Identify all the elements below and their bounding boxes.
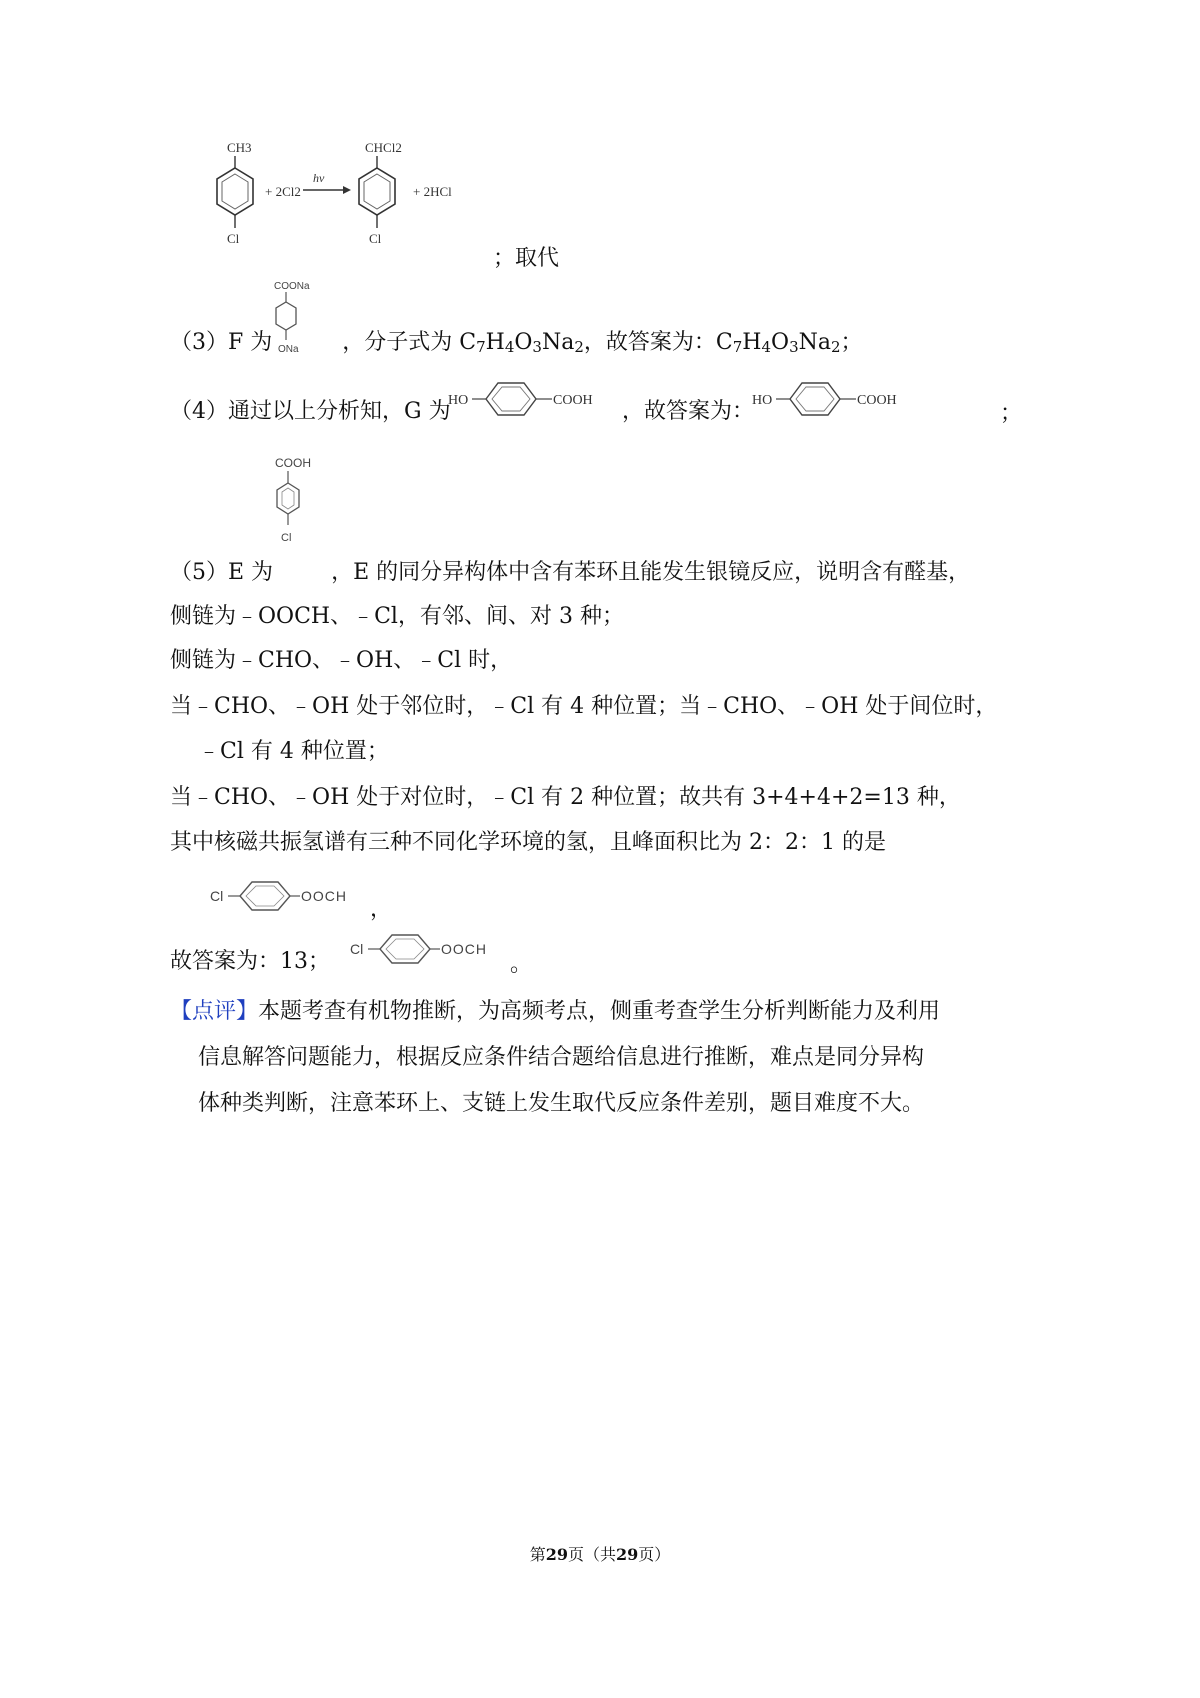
- q5-intro: （5）E 为 ，E 的同分异构体中含有苯环且能发生银镜反应，说明含有醛基，: [170, 560, 971, 585]
- svg-text:HO: HO: [448, 393, 469, 408]
- q4-line: （4）通过以上分析知，G 为: [170, 399, 451, 424]
- svg-text:Cl: Cl: [210, 888, 224, 904]
- q3-line: （3）F 为 ，分子式为 $C_7H_4O_3Na_2$，故答案为：$C_7H_4O_3Na_2$；: [170, 330, 863, 356]
- q5-line-2: 侧链为﹣CHO、﹣OH、﹣Cl 时，: [170, 648, 513, 673]
- comment-label: 【点评】: [170, 999, 259, 1024]
- svg-text:Cl: Cl: [227, 231, 240, 246]
- svg-text:COOH: COOH: [857, 393, 897, 408]
- svg-text:OOCH: OOCH: [301, 888, 347, 904]
- page-footer: 第29页（共29页）: [529, 1545, 671, 1564]
- q5-line-3: 当﹣CHO、﹣OH 处于邻位时，﹣Cl 有 4 种位置；当﹣CHO、﹣OH 处于间位时，: [170, 694, 998, 719]
- reagent-label: + 2Cl2: [265, 184, 301, 199]
- svg-text:HO: HO: [752, 393, 773, 408]
- q5-answer: 故答案为：13；: [170, 949, 330, 974]
- svg-text:Cl: Cl: [350, 941, 364, 957]
- svg-text:CHCl2: CHCl2: [365, 140, 402, 155]
- reaction-type-suffix: ；取代: [493, 246, 560, 271]
- page-number: 29: [545, 1545, 568, 1564]
- q4-middle: ，故答案为：: [622, 399, 755, 424]
- product-structure: [359, 140, 402, 246]
- svg-text:OOCH: OOCH: [441, 941, 487, 957]
- svg-text:COONa: COONa: [274, 281, 310, 292]
- svg-text:ONa: ONa: [278, 344, 299, 355]
- svg-text:hv: hv: [313, 171, 325, 185]
- q5-line-5: 当﹣CHO、﹣OH 处于对位时，﹣Cl 有 2 种位置；故共有 3+4+4+2=13 种，: [170, 785, 961, 810]
- q5-line-4: ﹣Cl 有 4 种位置；: [198, 739, 389, 764]
- structure-isomer-2: [350, 925, 510, 975]
- svg-text:COOH: COOH: [275, 456, 311, 470]
- svg-text:Cl: Cl: [369, 231, 382, 246]
- comment-line-2: 信息解答问题能力，根据反应条件结合题给信息进行推断，难点是同分异构: [198, 1045, 925, 1070]
- q5-line-6: 其中核磁共振氢谱有三种不同化学环境的氢，且峰面积比为 2：2：1 的是: [170, 830, 886, 855]
- reaction-equation: [205, 140, 515, 260]
- q5-line-1: 侧链为﹣OOCH、﹣Cl，有邻、间、对 3 种；: [170, 604, 624, 629]
- svg-text:CH3: CH3: [227, 140, 252, 155]
- reaction-arrow: [303, 171, 351, 194]
- byproduct-label: + 2HCl: [413, 184, 452, 199]
- structure-e: [272, 455, 332, 575]
- comment-line-1: 【点评】本题考查有机物推断，为高频考点，侧重考查学生分析判断能力及利用: [170, 999, 941, 1024]
- structure-g-1: [448, 375, 618, 425]
- page-total: 29: [616, 1545, 639, 1564]
- q5-answer-end: 。: [510, 952, 533, 977]
- isomer-comma: ，: [370, 897, 393, 922]
- structure-isomer-1: [210, 872, 370, 922]
- svg-text:Cl: Cl: [281, 532, 292, 544]
- structure-g-2: [752, 375, 922, 425]
- q4-end: ；: [1000, 401, 1023, 426]
- svg-text:COOH: COOH: [553, 393, 593, 408]
- p-chlorotoluene-structure: [217, 140, 253, 246]
- comment-line-3: 体种类判断，注意苯环上、支链上发生取代反应条件差别，题目难度不大。: [198, 1091, 925, 1116]
